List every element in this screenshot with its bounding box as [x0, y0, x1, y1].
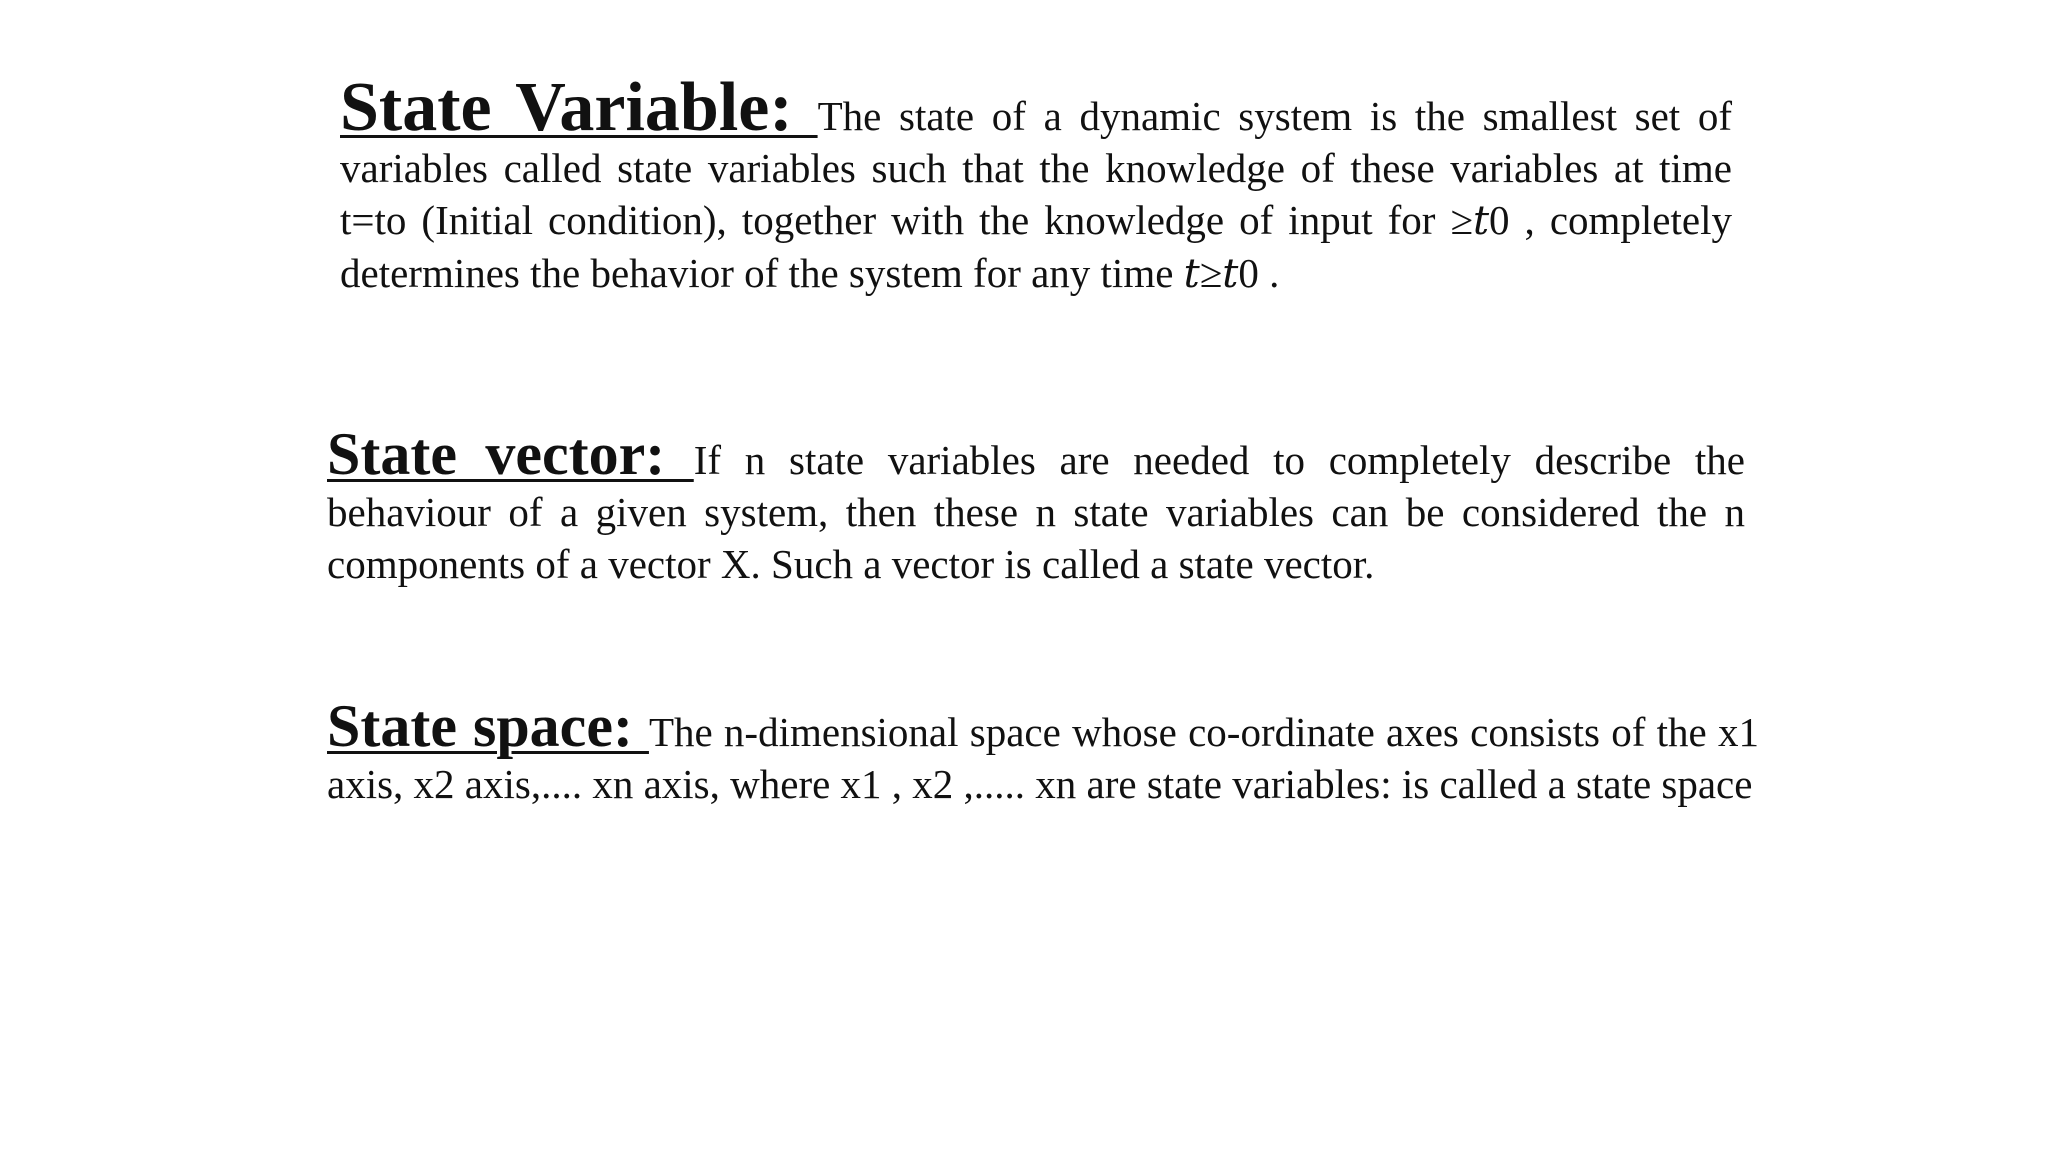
state-variable-text-part2: 0 , completely determines the behavior of the system for any time	[340, 197, 1732, 296]
state-space-text: The n-dimensional space whose co-ordinate axes consists of the x1 axis, x2 axis,.... xn axis, where x1 , x2 ,..... xn are state variables: is called a state space	[327, 709, 1759, 807]
state-variable-definition	[340, 69, 1732, 300]
state-variable-math-t2: t	[1183, 251, 1200, 297]
state-space-definition	[327, 693, 1759, 810]
state-variable-math-t3: t	[1222, 251, 1239, 297]
state-space-heading: State space:	[327, 693, 649, 759]
state-variable-text-part3: 0 .	[1238, 250, 1280, 296]
state-variable-heading: State Variable:	[340, 69, 818, 146]
state-variable-math-geq: ≥	[1199, 250, 1223, 296]
state-vector-definition	[327, 421, 1745, 590]
state-variable-math-t1: t	[1472, 198, 1490, 244]
state-vector-heading: State vector:	[327, 421, 694, 487]
state-vector-text: If n state variables are needed to completely describe the behaviour of a given system, then these n state variables can be considered the n components of a vector X. Such a vector is called a state vector.	[327, 437, 1745, 587]
state-variable-text-part1: The state of a dynamic system is the smallest set of variables called state variables such that the knowledge of these variables at time t=to (Initial condition), together with the knowledge of input for ≥	[340, 93, 1732, 243]
